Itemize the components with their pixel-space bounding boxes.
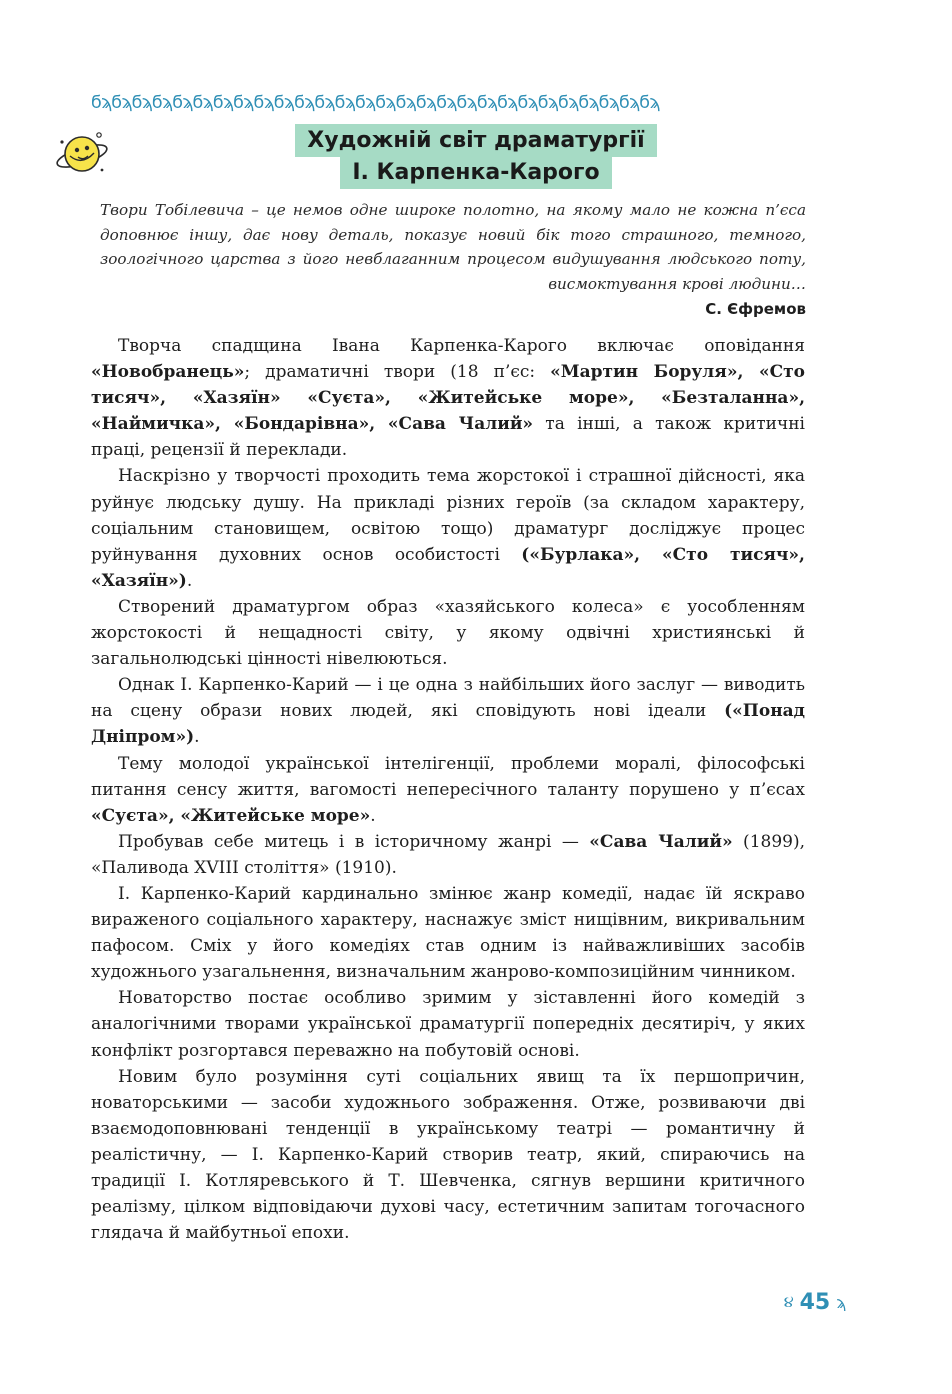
page-number: 45 [799, 1289, 831, 1315]
bold-title-run: «Сава Чалий» [589, 831, 733, 852]
text-run: Новим було розуміння суті соціальних явищ та їх першопричин, новаторськими — засоби художнього зображення. Отже, розвиваючи дві взаємодоповнювані тенденції в українському театрі — романтичну й реалістичну, — І. Карпенко-Карий створив театр, який, спираючись на традиції І. Котляревського й Т. Шевченка, сягнув вершини критичного реалізму, цілком відповідаючи духові часу, естетичним запитам тогочасного глядача й майбутньої епохи. [91, 1066, 805, 1244]
paragraph [91, 751, 805, 829]
text-run: (1899), «Паливода XVIII століття» (1910). [91, 831, 805, 878]
title-line-2: І. Карпенка-Карого [340, 156, 611, 189]
text-run: . [194, 727, 200, 748]
bold-title-run: «Суєта», «Житейське море» [91, 805, 371, 826]
epigraph-author: С. Єфремов [705, 300, 806, 318]
text-run: . [370, 805, 376, 826]
paragraph [91, 463, 805, 593]
title-line-1: Художній світ драматургії [295, 124, 656, 157]
epigraph-text: Твори Тобілевича – це немов одне широке полотно, на якому мало не кожна п’єса доповнює іншу, дає нову деталь, показує новий бік того страшного, темного, зоологічного царства з його невблаганним процесом видушування людського поту, висмоктування крові людини… [100, 201, 806, 293]
paragraph [91, 829, 805, 881]
text-run: . [186, 570, 193, 591]
paragraph [91, 985, 805, 1063]
paragraph [91, 333, 805, 463]
paragraph [91, 1064, 805, 1247]
ornament-right-icon: ϡ [836, 1292, 847, 1312]
text-run: Однак І. Карпенко-Карий — і це одна з найбільших його заслуг — виводить на сцену образи нових людей, які сповідують нові ідеали [91, 675, 805, 722]
text-run: Тему молодої української інтелігенції, проблеми моралі, філософські питання сенсу життя, вагомості непересічного таланту порушено у п’єсах [91, 753, 805, 800]
paragraph [91, 881, 805, 985]
text-run: Пробував себе митець і в історичному жанрі — [118, 831, 590, 852]
text-run: та інші, а також критичні праці, рецензії й переклади. [91, 414, 805, 461]
text-run: Новаторство постає особливо зримим у зіставленні його комедій з аналогічними творами української драматургії попередніх десятиріч, у яких конфлікт розгортався переважно на побутовій основі. [91, 988, 805, 1061]
bold-title-run: «Новобранець» [91, 362, 245, 383]
page-number-box [760, 1288, 870, 1316]
ornament-left-icon: ૪ [783, 1292, 794, 1311]
page-title [0, 124, 952, 189]
text-run: Наскрізно у творчості проходить тема жорстокої і страшної дійсності, яка руйнує людську душу. На прикладі різних героїв (за складом характеру, соціальним становищем, освітою тощо) драматург досліджує процес руйнування духовних основ особистості [91, 466, 805, 565]
text-run: Творча спадщина Івана Карпенка-Карого включає оповідання [118, 336, 805, 356]
ornament-border: ϭϡϭϡϭϡϭϡϭϡϭϡϭϡϭϡϭϡϭϡϭϡϭϡϭϡϭϡϭϡϭϡϭϡϭϡϭϡϭϡϭϡϭϡϭϡϭϡϭϡϭϡϭϡϭϡ [91, 92, 660, 113]
bold-title-run: («Понад Дніпром») [91, 701, 805, 748]
body-text [91, 333, 805, 1246]
text-run: ; драматичні твори (18 п’єс: [244, 362, 551, 383]
bold-title-run: «Мартин Боруля», «Сто тисяч», «Хазяїн» «Суєта», «Житейське море», «Безталанна», «Наймичка», «Бондарівна», «Сава Чалий» [91, 362, 805, 435]
text-run: І. Карпенко-Карий кардинально змінює жанр комедії, надає їй яскраво вираженого соціального характеру, наснажує зміст нищівним, викривальним пафосом. Сміх у його комедіях став одним із найважливіших засобів художнього узагальнення, визначальним жанрово-композиційним чинником. [91, 883, 805, 983]
paragraph [91, 672, 805, 750]
bold-title-run: («Бурлака», «Сто тисяч», «Хазяїн») [91, 544, 805, 591]
text-run: Створений драматургом образ «хазяйського колеса» є уособленням жорстокості й нещадності світу, у якому одвічні християнські й загальнолюдські цінності нівелюються. [91, 596, 805, 670]
paragraph [91, 594, 805, 672]
